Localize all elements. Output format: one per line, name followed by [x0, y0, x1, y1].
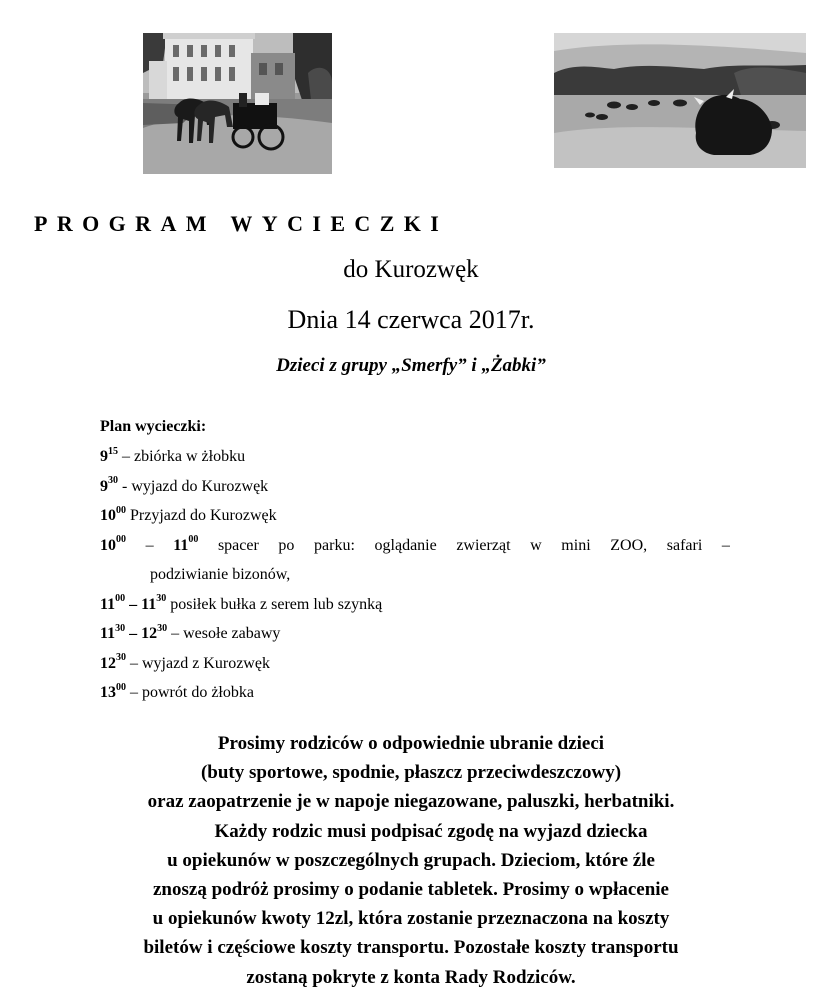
notice-line: Każdy rodzic musi podpisać zgodę na wyjazd dziecka	[214, 820, 648, 842]
plan-item: $11^{00} - 11^{30}$ posiłek bułka z serem lub szynką	[100, 593, 383, 613]
notice-line: (buty sportowe, spodnie, płaszcz przeciwdeszczowy)	[200, 762, 622, 784]
bison-pasture-photo	[554, 33, 806, 168]
trip-plan	[100, 412, 730, 708]
plan-item: $13^{00}$ – powrót do żłobka	[100, 681, 254, 701]
plan-item: $9^{15}$ – zbiórka w żłobku	[100, 445, 246, 465]
parents-notice	[0, 729, 822, 992]
park-word: parku:	[314, 536, 355, 554]
notice-line: u opiekunów kwoty 12zl, która zostanie przeznaczona na koszty	[152, 908, 670, 930]
park-word: mini	[561, 536, 591, 554]
park-word: safari	[666, 536, 703, 554]
plan-item-park-continuation: podziwianie bizonów,	[150, 566, 291, 583]
trip-date: Dnia 14 czerwca 2017r.	[287, 305, 535, 334]
park-word: zwierząt	[456, 536, 511, 554]
plan-heading: Plan wycieczki:	[100, 418, 207, 435]
page-title: PROGRAM WYCIECZKI	[34, 211, 449, 236]
notice-line: oraz zaopatrzenie je w napoje niegazowane, paluszki, herbatniki.	[147, 791, 675, 813]
notice-line: zostaną pokryte z konta Rady Rodziców.	[246, 966, 576, 988]
trip-destination	[0, 256, 822, 284]
park-word: ZOO,	[610, 536, 648, 554]
notice-line: Prosimy rodziców o odpowiednie ubranie dzieci	[217, 733, 605, 754]
plan-item: $12^{30}$ – wyjazd z Kurozwęk	[100, 652, 270, 672]
trip-destination-text: do Kurozwęk	[343, 256, 479, 283]
park-word: w	[530, 536, 542, 554]
trip-groups: Dzieci z grupy „Smerfy” i „Żabki”	[276, 355, 546, 376]
plan-item-park	[100, 531, 730, 561]
plan-item: $10^{00}$ Przyjazd do Kurozwęk	[100, 504, 277, 524]
plan-item: $11^{30} - 12^{30}$ – wesołe zabawy	[100, 622, 281, 642]
plan-item: $9^{30}$ - wyjazd do Kurozwęk	[100, 475, 269, 495]
park-time-sep: –	[145, 536, 154, 554]
park-word: –	[721, 536, 730, 554]
palace-carriage-photo	[143, 33, 332, 174]
notice-line: znoszą podróż prosimy o podanie tabletek. Prosimy o wpłacenie	[153, 878, 669, 900]
park-word: po	[278, 536, 295, 554]
park-time-start: $10^{00}$	[100, 534, 126, 554]
notice-line: u opiekunów w poszczególnych grupach. Dzieciom, które źle	[167, 849, 655, 871]
park-word: spacer	[217, 536, 259, 554]
park-word: oglądanie	[374, 536, 437, 554]
park-time-end: $11^{00}$	[173, 534, 199, 554]
notice-line: biletów i częściowe koszty transportu. Pozostałe koszty transportu	[143, 937, 679, 959]
